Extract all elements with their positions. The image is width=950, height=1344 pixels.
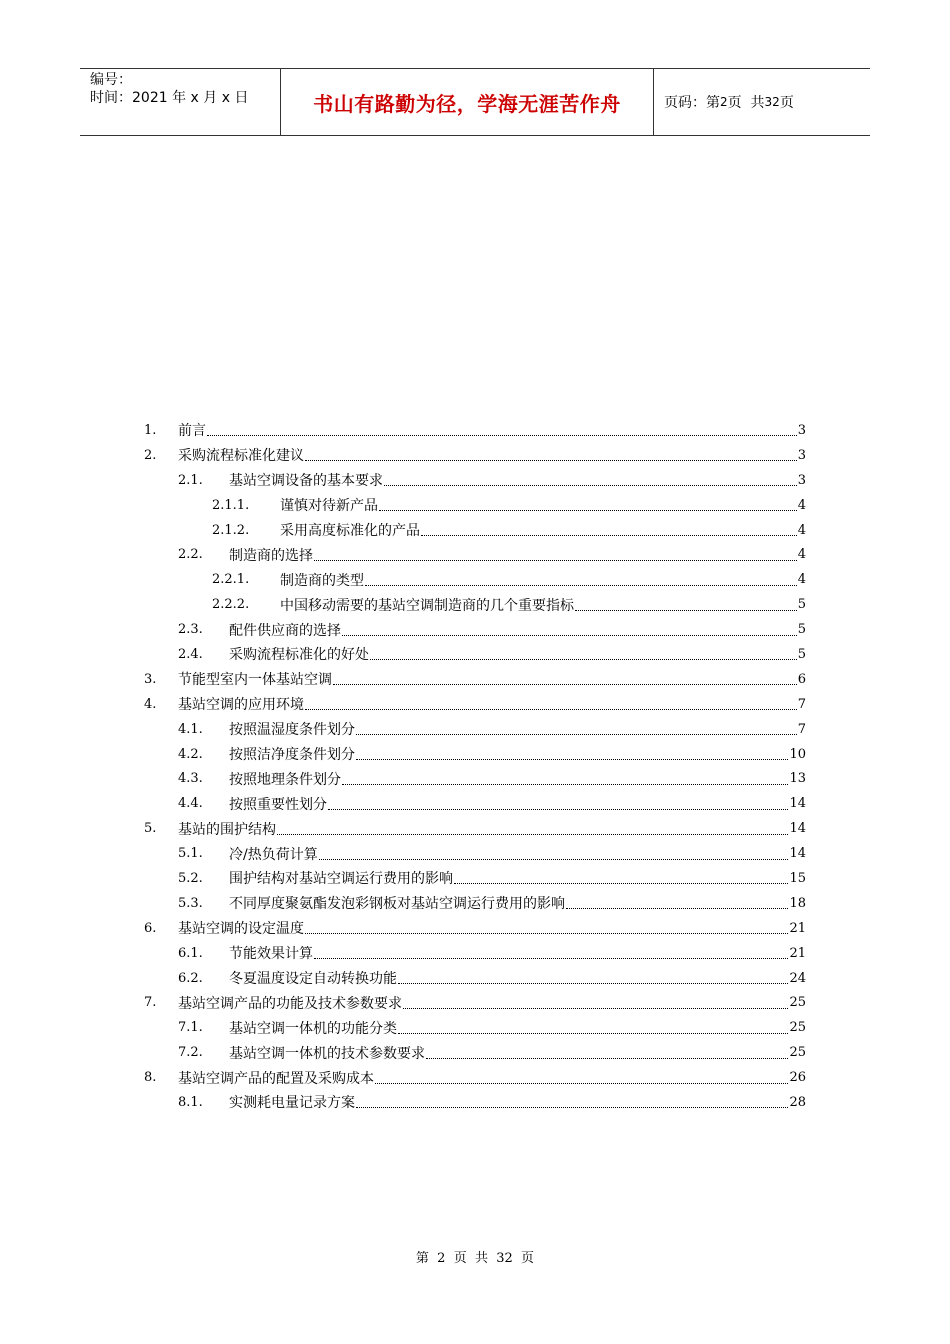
toc-entry-title: 配件供应商的选择 <box>229 622 341 639</box>
toc-dot-leader <box>333 684 797 685</box>
toc-entry-number: 5. <box>144 821 157 837</box>
toc-entry-page: 28 <box>789 1094 806 1110</box>
toc-entry-page: 15 <box>789 870 806 886</box>
toc-entry[interactable] <box>144 990 806 1015</box>
toc-dot-leader <box>328 809 788 810</box>
toc-entry[interactable] <box>144 1090 806 1115</box>
toc-entry-number: 5.3. <box>178 895 203 911</box>
toc-entry-number: 4.3. <box>178 771 203 787</box>
toc-dot-leader <box>365 585 797 586</box>
header-meta <box>80 69 281 135</box>
toc-entry[interactable] <box>144 717 806 742</box>
toc-entry-page: 10 <box>789 746 806 762</box>
toc-dot-leader <box>207 435 797 436</box>
toc-entry-page: 25 <box>789 1045 806 1061</box>
toc-entry-page: 4 <box>797 547 806 563</box>
serial-label: 编号： <box>90 72 132 88</box>
toc-dot-leader <box>398 1033 788 1034</box>
toc-entry[interactable] <box>144 592 806 617</box>
toc-entry-title: 中国移动需要的基站空调制造商的几个重要指标 <box>280 597 574 614</box>
toc-entry-number: 5.2. <box>178 870 203 886</box>
toc-dot-leader <box>426 1058 788 1059</box>
toc-entry-page: 26 <box>789 1070 806 1086</box>
toc-dot-leader <box>575 610 797 611</box>
toc-entry-number: 4.1. <box>178 721 203 737</box>
toc-entry-number: 2.3. <box>178 622 203 638</box>
toc-entry-page: 3 <box>797 447 806 463</box>
toc-dot-leader <box>379 510 797 511</box>
toc-entry-page: 14 <box>789 821 806 837</box>
toc-entry-number: 7.2. <box>178 1045 203 1061</box>
toc-entry[interactable] <box>144 617 806 642</box>
toc-entry-page: 24 <box>789 970 806 986</box>
toc-entry[interactable] <box>144 742 806 767</box>
toc-dot-leader <box>454 883 788 884</box>
page-total: 32 <box>764 95 780 109</box>
toc-entry-title: 前言 <box>178 423 206 440</box>
toc-entry-title: 按照洁净度条件划分 <box>229 747 355 764</box>
toc-entry-page: 7 <box>797 696 806 712</box>
table-of-contents <box>144 418 806 1115</box>
toc-entry-number: 2. <box>144 447 157 463</box>
toc-entry[interactable] <box>144 891 806 916</box>
toc-dot-leader <box>370 659 797 660</box>
toc-entry-page: 5 <box>797 622 806 638</box>
toc-entry-number: 8. <box>144 1070 157 1086</box>
toc-dot-leader <box>356 1107 788 1108</box>
toc-entry-page: 18 <box>789 895 806 911</box>
toc-dot-leader <box>314 958 788 959</box>
toc-entry-title: 冷/热负荷计算 <box>229 846 318 863</box>
toc-entry[interactable] <box>144 1040 806 1065</box>
toc-entry-title: 制造商的类型 <box>280 572 364 589</box>
toc-entry-page: 3 <box>797 422 806 438</box>
toc-entry[interactable] <box>144 542 806 567</box>
toc-entry-page: 5 <box>797 597 806 613</box>
toc-entry-page: 4 <box>797 572 806 588</box>
toc-entry-page: 4 <box>797 497 806 513</box>
toc-entry-title: 按照地理条件划分 <box>229 771 341 788</box>
toc-entry-number: 2.4. <box>178 646 203 662</box>
toc-entry-number: 8.1. <box>178 1094 203 1110</box>
toc-entry[interactable] <box>144 766 806 791</box>
toc-entry[interactable] <box>144 941 806 966</box>
header-page-info <box>654 69 870 135</box>
toc-entry-number: 2.2.1. <box>212 572 250 588</box>
toc-entry-number: 3. <box>144 671 157 687</box>
toc-entry-number: 1. <box>144 422 157 438</box>
toc-entry-title: 采购流程标准化建议 <box>178 448 304 465</box>
toc-entry-page: 5 <box>797 646 806 662</box>
toc-entry-number: 6.1. <box>178 945 203 961</box>
toc-entry-number: 5.1. <box>178 846 203 862</box>
toc-entry-title: 围护结构对基站空调运行费用的影响 <box>229 871 453 888</box>
toc-dot-leader <box>398 983 788 984</box>
toc-entry-title: 不同厚度聚氨酯发泡彩钢板对基站空调运行费用的影响 <box>229 896 565 913</box>
toc-dot-leader <box>403 1008 788 1009</box>
toc-entry-number: 2.1. <box>178 472 203 488</box>
toc-entry-title: 节能型室内一体基站空调 <box>178 672 332 689</box>
toc-entry-title: 基站空调设备的基本要求 <box>229 473 383 490</box>
toc-entry[interactable] <box>144 567 806 592</box>
toc-dot-leader <box>305 933 788 934</box>
toc-entry-title: 基站的围护结构 <box>178 821 276 838</box>
toc-dot-leader <box>305 460 797 461</box>
toc-entry-page: 7 <box>797 721 806 737</box>
toc-entry[interactable] <box>144 916 806 941</box>
toc-entry[interactable] <box>144 866 806 891</box>
toc-entry-number: 2.2. <box>178 547 203 563</box>
toc-entry-number: 2.2.2. <box>212 597 250 613</box>
toc-entry-number: 2.1.1. <box>212 497 250 513</box>
toc-entry[interactable] <box>144 1065 806 1090</box>
toc-entry-page: 6 <box>797 671 806 687</box>
toc-entry-page: 13 <box>789 771 806 787</box>
toc-entry[interactable] <box>144 1015 806 1040</box>
toc-dot-leader <box>421 535 797 536</box>
page-footer: 第 2 页 共 32 页 <box>415 1251 535 1266</box>
toc-entry-title: 节能效果计算 <box>229 946 313 963</box>
page-prefix: 页码：第 <box>664 95 720 111</box>
toc-dot-leader <box>375 1083 788 1084</box>
toc-entry-title: 基站空调产品的功能及技术参数要求 <box>178 995 402 1012</box>
toc-entry-title: 按照温湿度条件划分 <box>229 722 355 739</box>
toc-entry-title: 冬夏温度设定自动转换功能 <box>229 971 397 988</box>
toc-entry-title: 基站空调的应用环境 <box>178 697 304 714</box>
toc-entry-number: 4.2. <box>178 746 203 762</box>
toc-entry-number: 4.4. <box>178 796 203 812</box>
toc-dot-leader <box>305 709 797 710</box>
toc-entry-page: 25 <box>789 1020 806 1036</box>
toc-entry-number: 6. <box>144 920 157 936</box>
toc-dot-leader <box>314 560 797 561</box>
toc-entry-page: 4 <box>797 522 806 538</box>
toc-entry[interactable] <box>144 841 806 866</box>
toc-entry-number: 7.1. <box>178 1020 203 1036</box>
toc-entry-title: 按照重要性划分 <box>229 796 327 813</box>
toc-dot-leader <box>566 908 788 909</box>
toc-entry-page: 14 <box>789 846 806 862</box>
toc-entry-number: 4. <box>144 696 157 712</box>
page-current: 2 <box>720 95 728 109</box>
toc-entry[interactable] <box>144 642 806 667</box>
toc-entry-title: 采购流程标准化的好处 <box>229 647 369 664</box>
toc-entry[interactable] <box>144 443 806 468</box>
toc-entry-number: 6.2. <box>178 970 203 986</box>
toc-entry-page: 21 <box>789 920 806 936</box>
toc-dot-leader <box>356 759 788 760</box>
page-middle: 页 共 <box>727 95 765 111</box>
toc-entry-title: 基站空调一体机的技术参数要求 <box>229 1045 425 1062</box>
header-motto: 书山有路勤为径，学海无涯苦作舟 <box>281 69 654 135</box>
time-label: 时间：2021 年 x 月 x 日 <box>90 90 249 106</box>
toc-entry-title: 基站空调的设定温度 <box>178 921 304 938</box>
toc-entry-number: 7. <box>144 995 157 1011</box>
toc-entry-title: 实测耗电量记录方案 <box>229 1095 355 1112</box>
toc-entry[interactable] <box>144 816 806 841</box>
toc-entry-page: 3 <box>797 472 806 488</box>
toc-entry[interactable] <box>144 468 806 493</box>
toc-entry[interactable] <box>144 692 806 717</box>
toc-entry[interactable] <box>144 966 806 991</box>
toc-entry-title: 采用高度标准化的产品 <box>280 523 420 539</box>
page-header <box>80 68 870 136</box>
toc-entry-title: 谨慎对待新产品 <box>280 498 378 515</box>
toc-entry-title: 制造商的选择 <box>229 547 313 564</box>
toc-entry[interactable] <box>144 518 806 543</box>
toc-entry-title: 基站空调一体机的功能分类 <box>229 1020 397 1037</box>
toc-entry[interactable] <box>144 791 806 816</box>
toc-entry[interactable] <box>144 667 806 692</box>
toc-entry[interactable] <box>144 493 806 518</box>
toc-entry[interactable] <box>144 418 806 443</box>
toc-dot-leader <box>277 834 788 835</box>
toc-dot-leader <box>342 635 797 636</box>
toc-entry-title: 基站空调产品的配置及采购成本 <box>178 1070 374 1087</box>
toc-entry-page: 21 <box>789 945 806 961</box>
page-suffix: 页 <box>779 95 794 111</box>
toc-dot-leader <box>384 485 797 486</box>
toc-entry-number: 2.1.2. <box>212 522 250 538</box>
toc-entry-page: 25 <box>789 995 806 1011</box>
toc-dot-leader <box>356 734 797 735</box>
toc-dot-leader <box>319 859 789 860</box>
toc-entry-page: 14 <box>789 796 806 812</box>
toc-dot-leader <box>342 784 788 785</box>
